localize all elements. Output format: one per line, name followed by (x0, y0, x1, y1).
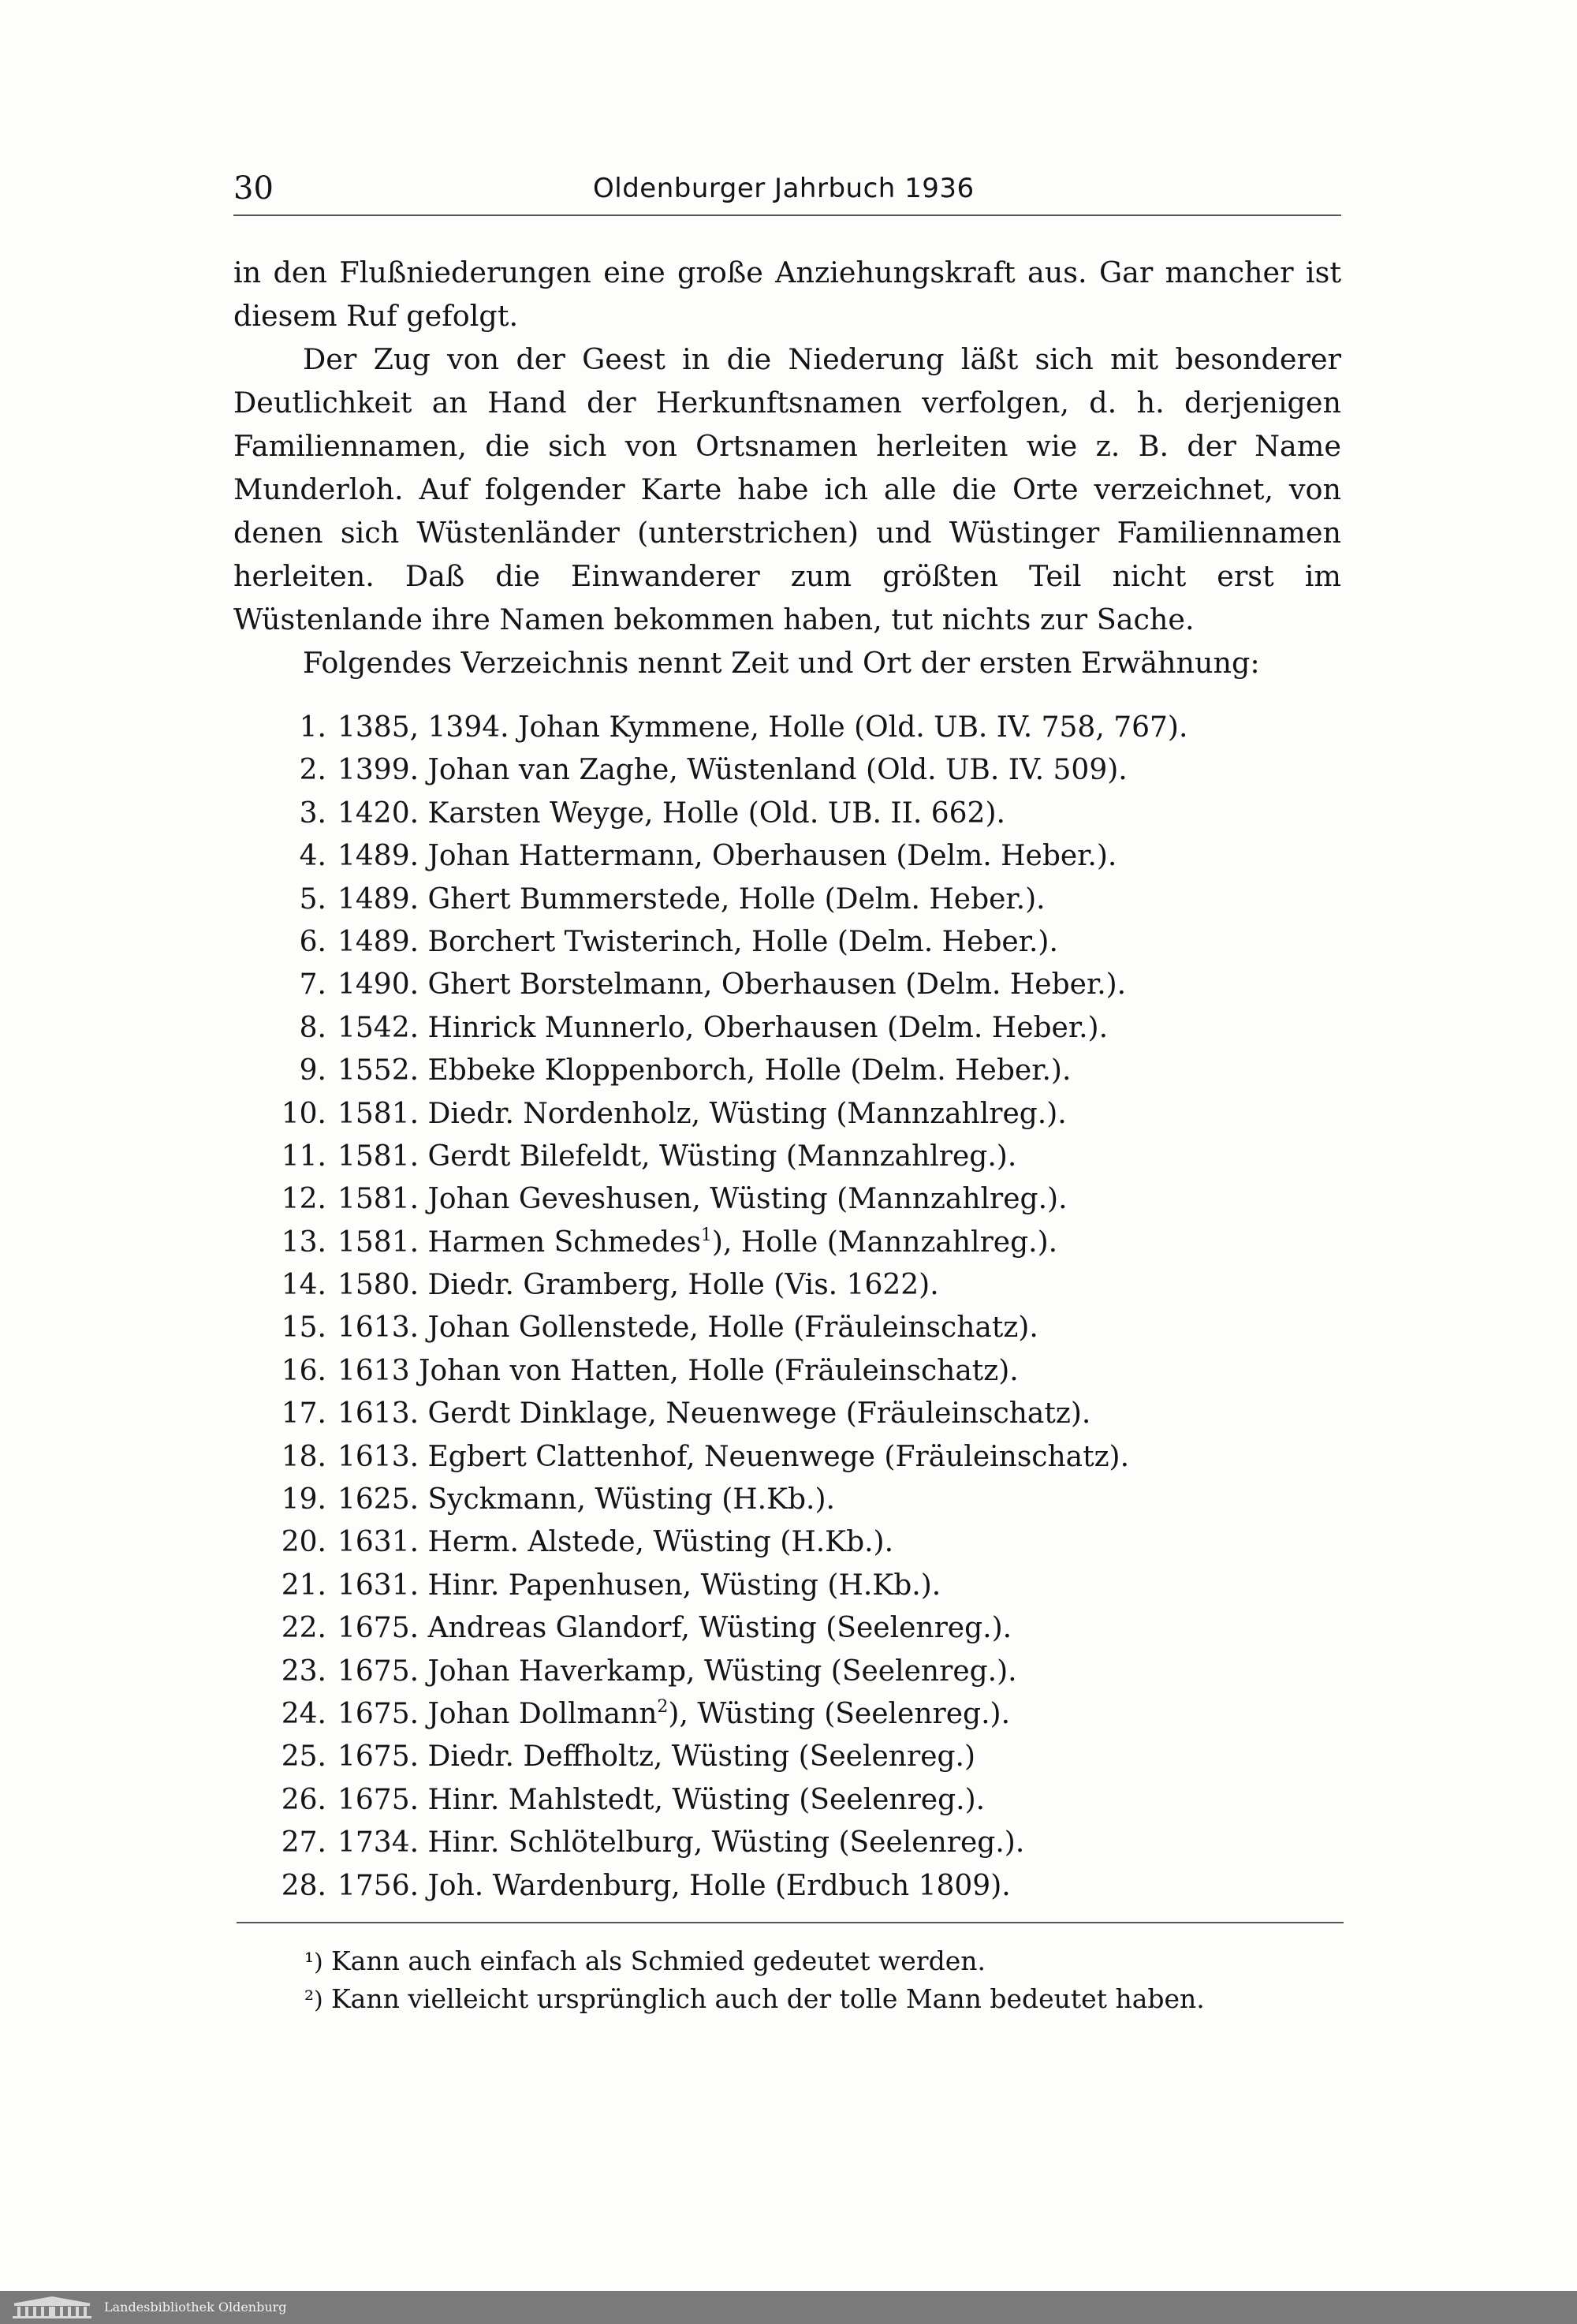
item-text: 1625. Syckmann, Wüsting (H.Kb.). (337, 1483, 835, 1516)
list-item (276, 1736, 1340, 1778)
paragraph-list-intro: Folgendes Verzeichnis nennt Zeit und Ort der ersten Erwähnung: (303, 646, 1260, 680)
item-text: 1542. Hinrick Munnerlo, Oberhausen (Delm. Heber.). (337, 1011, 1109, 1044)
item-number: 23. (281, 1654, 326, 1688)
item-number: 22. (281, 1612, 326, 1645)
list-item (276, 1393, 1340, 1435)
item-number: 12. (281, 1183, 326, 1216)
library-name: Landesbibliothek Oldenburg (104, 2300, 287, 2315)
header-divider (233, 214, 1341, 216)
item-text: 1613 Johan von Hatten, Holle (Fräuleinschatz). (337, 1354, 1019, 1387)
item-text: 1420. Karsten Weyge, Holle (Old. UB. II. 662). (337, 796, 1005, 830)
paragraph-continuation: in den Flußniederungen eine große Anziehungskraft aus. Gar mancher ist diesem Ruf gefolgt. (233, 256, 1341, 333)
item-text: 1489. Borchert Twisterinch, Holle (Delm. Heber.). (337, 925, 1058, 958)
item-text: 1490. Ghert Borstelmann, Oberhausen (Delm. Heber.). (337, 968, 1127, 1002)
item-number: 28. (281, 1869, 326, 1902)
footnote-reference: 2 (657, 1696, 669, 1717)
list-item (276, 1651, 1340, 1693)
item-number: 2. (299, 754, 326, 787)
footnotes (304, 1943, 1345, 2019)
item-text: 1552. Ebbeke Kloppenborch, Holle (Delm. Heber.). (337, 1054, 1072, 1087)
item-text: 1489. Ghert Bummerstede, Holle (Delm. Heber.). (337, 882, 1046, 916)
item-text: 1734. Hinr. Schlötelburg, Wüsting (Seelenreg.). (337, 1826, 1025, 1860)
item-text-after: ), Wüsting (Seelenreg.). (668, 1697, 1011, 1730)
item-number: 9. (299, 1054, 326, 1087)
item-text: 1385, 1394. Johan Kymmene, Holle (Old. UB. IV. 758, 767). (337, 711, 1188, 744)
item-text: 1631. Herm. Alstede, Wüsting (H.Kb.). (337, 1526, 894, 1559)
item-text: 1675. Andreas Glandorf, Wüsting (Seelenreg.). (337, 1612, 1012, 1645)
item-text: 1581. Diedr. Nordenholz, Wüsting (Mannzahlreg.). (337, 1097, 1067, 1130)
footnote-text: Kann vielleicht ursprünglich auch der tolle Mann bedeutet haben. (331, 1983, 1205, 2014)
list-item (276, 1007, 1340, 1050)
item-text: 1613. Egbert Clattenhof, Neuenwege (Fräuleinschatz). (337, 1440, 1130, 1473)
list-item (276, 1565, 1340, 1607)
list-item (276, 1350, 1340, 1393)
footnote-divider (237, 1922, 1344, 1923)
list-item (276, 835, 1340, 878)
list-item (276, 1479, 1340, 1521)
item-number: 3. (299, 796, 326, 830)
item-number: 25. (281, 1740, 326, 1774)
list-item (276, 878, 1340, 921)
item-text: 1675. Johan Haverkamp, Wüsting (Seelenreg.). (337, 1654, 1017, 1688)
running-title: Oldenburger Jahrbuch 1936 (593, 173, 975, 204)
list-item (276, 1822, 1340, 1864)
list-item (276, 964, 1340, 1006)
list-item (276, 1779, 1340, 1822)
list-item (276, 1521, 1340, 1564)
footer-bar (0, 2291, 1577, 2324)
item-text: 1675. Diedr. Deffholtz, Wüsting (Seelenreg.) (337, 1740, 976, 1774)
item-number: 20. (281, 1526, 326, 1559)
paragraph-herkunftsnamen: Der Zug von der Geest in die Niederung läßt sich mit besonderer Deutlichkeit an Hand der Herkunftsnamen verfolgen, d. h. derjenigen Familiennamen, die sich von Ortsnamen herleiten wie z. B. der Name Munderloh. Auf folgender Karte habe ich alle die Orte verzeichnet, von denen sich Wüstenländer (unterstrichen) und Wüstinger Familiennamen herleiten. Daß die Einwanderer zum größten Teil nicht erst im Wüstenlande ihre Namen bekommen haben, tut nichts zur Sache. (233, 342, 1341, 636)
list-item (276, 793, 1340, 835)
item-text: 1581. Johan Geveshusen, Wüsting (Mannzahlreg.). (337, 1183, 1068, 1216)
item-number: 8. (299, 1011, 326, 1044)
item-number: 5. (299, 882, 326, 916)
list-item (276, 1178, 1340, 1221)
item-number: 16. (281, 1354, 326, 1387)
body-text (233, 251, 1341, 685)
item-number: 6. (299, 925, 326, 958)
item-number: 4. (299, 840, 326, 873)
item-number: 26. (281, 1783, 326, 1816)
item-number: 18. (281, 1440, 326, 1473)
page-number: 30 (233, 170, 274, 207)
footnote-mark: ¹) (304, 1949, 323, 1976)
item-text: 1613. Johan Gollenstede, Holle (Fräuleinschatz). (337, 1311, 1038, 1345)
item-number: 15. (281, 1311, 326, 1345)
item-text: 1489. Johan Hattermann, Oberhausen (Delm. Heber.). (337, 840, 1117, 873)
item-text: 1581. Gerdt Bilefeldt, Wüsting (Mannzahlreg.). (337, 1140, 1017, 1173)
list-item (276, 1093, 1340, 1136)
list-item (276, 749, 1340, 792)
item-text-after: ), Holle (Mannzahlreg.). (711, 1225, 1058, 1259)
footnote-text: Kann auch einfach als Schmied gedeutet werden. (331, 1945, 986, 1976)
item-number: 27. (281, 1826, 326, 1860)
footnote-reference: 1 (700, 1225, 712, 1245)
item-text: 1756. Joh. Wardenburg, Holle (Erdbuch 1809). (337, 1869, 1011, 1902)
item-number: 11. (281, 1140, 326, 1173)
item-number: 19. (281, 1483, 326, 1516)
library-building-icon (11, 2296, 93, 2319)
list-item (276, 707, 1340, 749)
item-text: 1675. Johan Dollmann (337, 1697, 658, 1730)
item-number: 24. (281, 1697, 326, 1730)
item-text: 1399. Johan van Zaghe, Wüstenland (Old. UB. IV. 509). (337, 754, 1128, 787)
item-number: 17. (281, 1397, 326, 1431)
footnote-1 (304, 1943, 1345, 1981)
item-text: 1613. Gerdt Dinklage, Neuenwege (Fräuleinschatz). (337, 1397, 1091, 1431)
list-item (276, 1050, 1340, 1092)
list-item (276, 1136, 1340, 1178)
name-register-list (276, 707, 1340, 1908)
item-text: 1631. Hinr. Papenhusen, Wüsting (H.Kb.). (337, 1569, 941, 1602)
list-item (276, 1693, 1340, 1736)
item-number: 7. (299, 968, 326, 1002)
item-number: 13. (281, 1225, 326, 1259)
list-item (276, 1307, 1340, 1349)
page-header (233, 169, 1341, 208)
item-text: 1581. Harmen Schmedes (337, 1225, 701, 1259)
item-number: 1. (299, 711, 326, 744)
item-text: 1675. Hinr. Mahlstedt, Wüsting (Seelenreg.). (337, 1783, 986, 1816)
list-item (276, 1607, 1340, 1650)
list-item (276, 1264, 1340, 1307)
item-number: 10. (281, 1097, 326, 1130)
footnote-mark: ²) (304, 1986, 323, 2014)
list-item (276, 1222, 1340, 1264)
list-item (276, 921, 1340, 964)
item-text: 1580. Diedr. Gramberg, Holle (Vis. 1622). (337, 1269, 939, 1302)
list-item (276, 1865, 1340, 1908)
item-number: 14. (281, 1269, 326, 1302)
item-number: 21. (281, 1569, 326, 1602)
footnote-2 (304, 1981, 1345, 2019)
list-item (276, 1436, 1340, 1479)
